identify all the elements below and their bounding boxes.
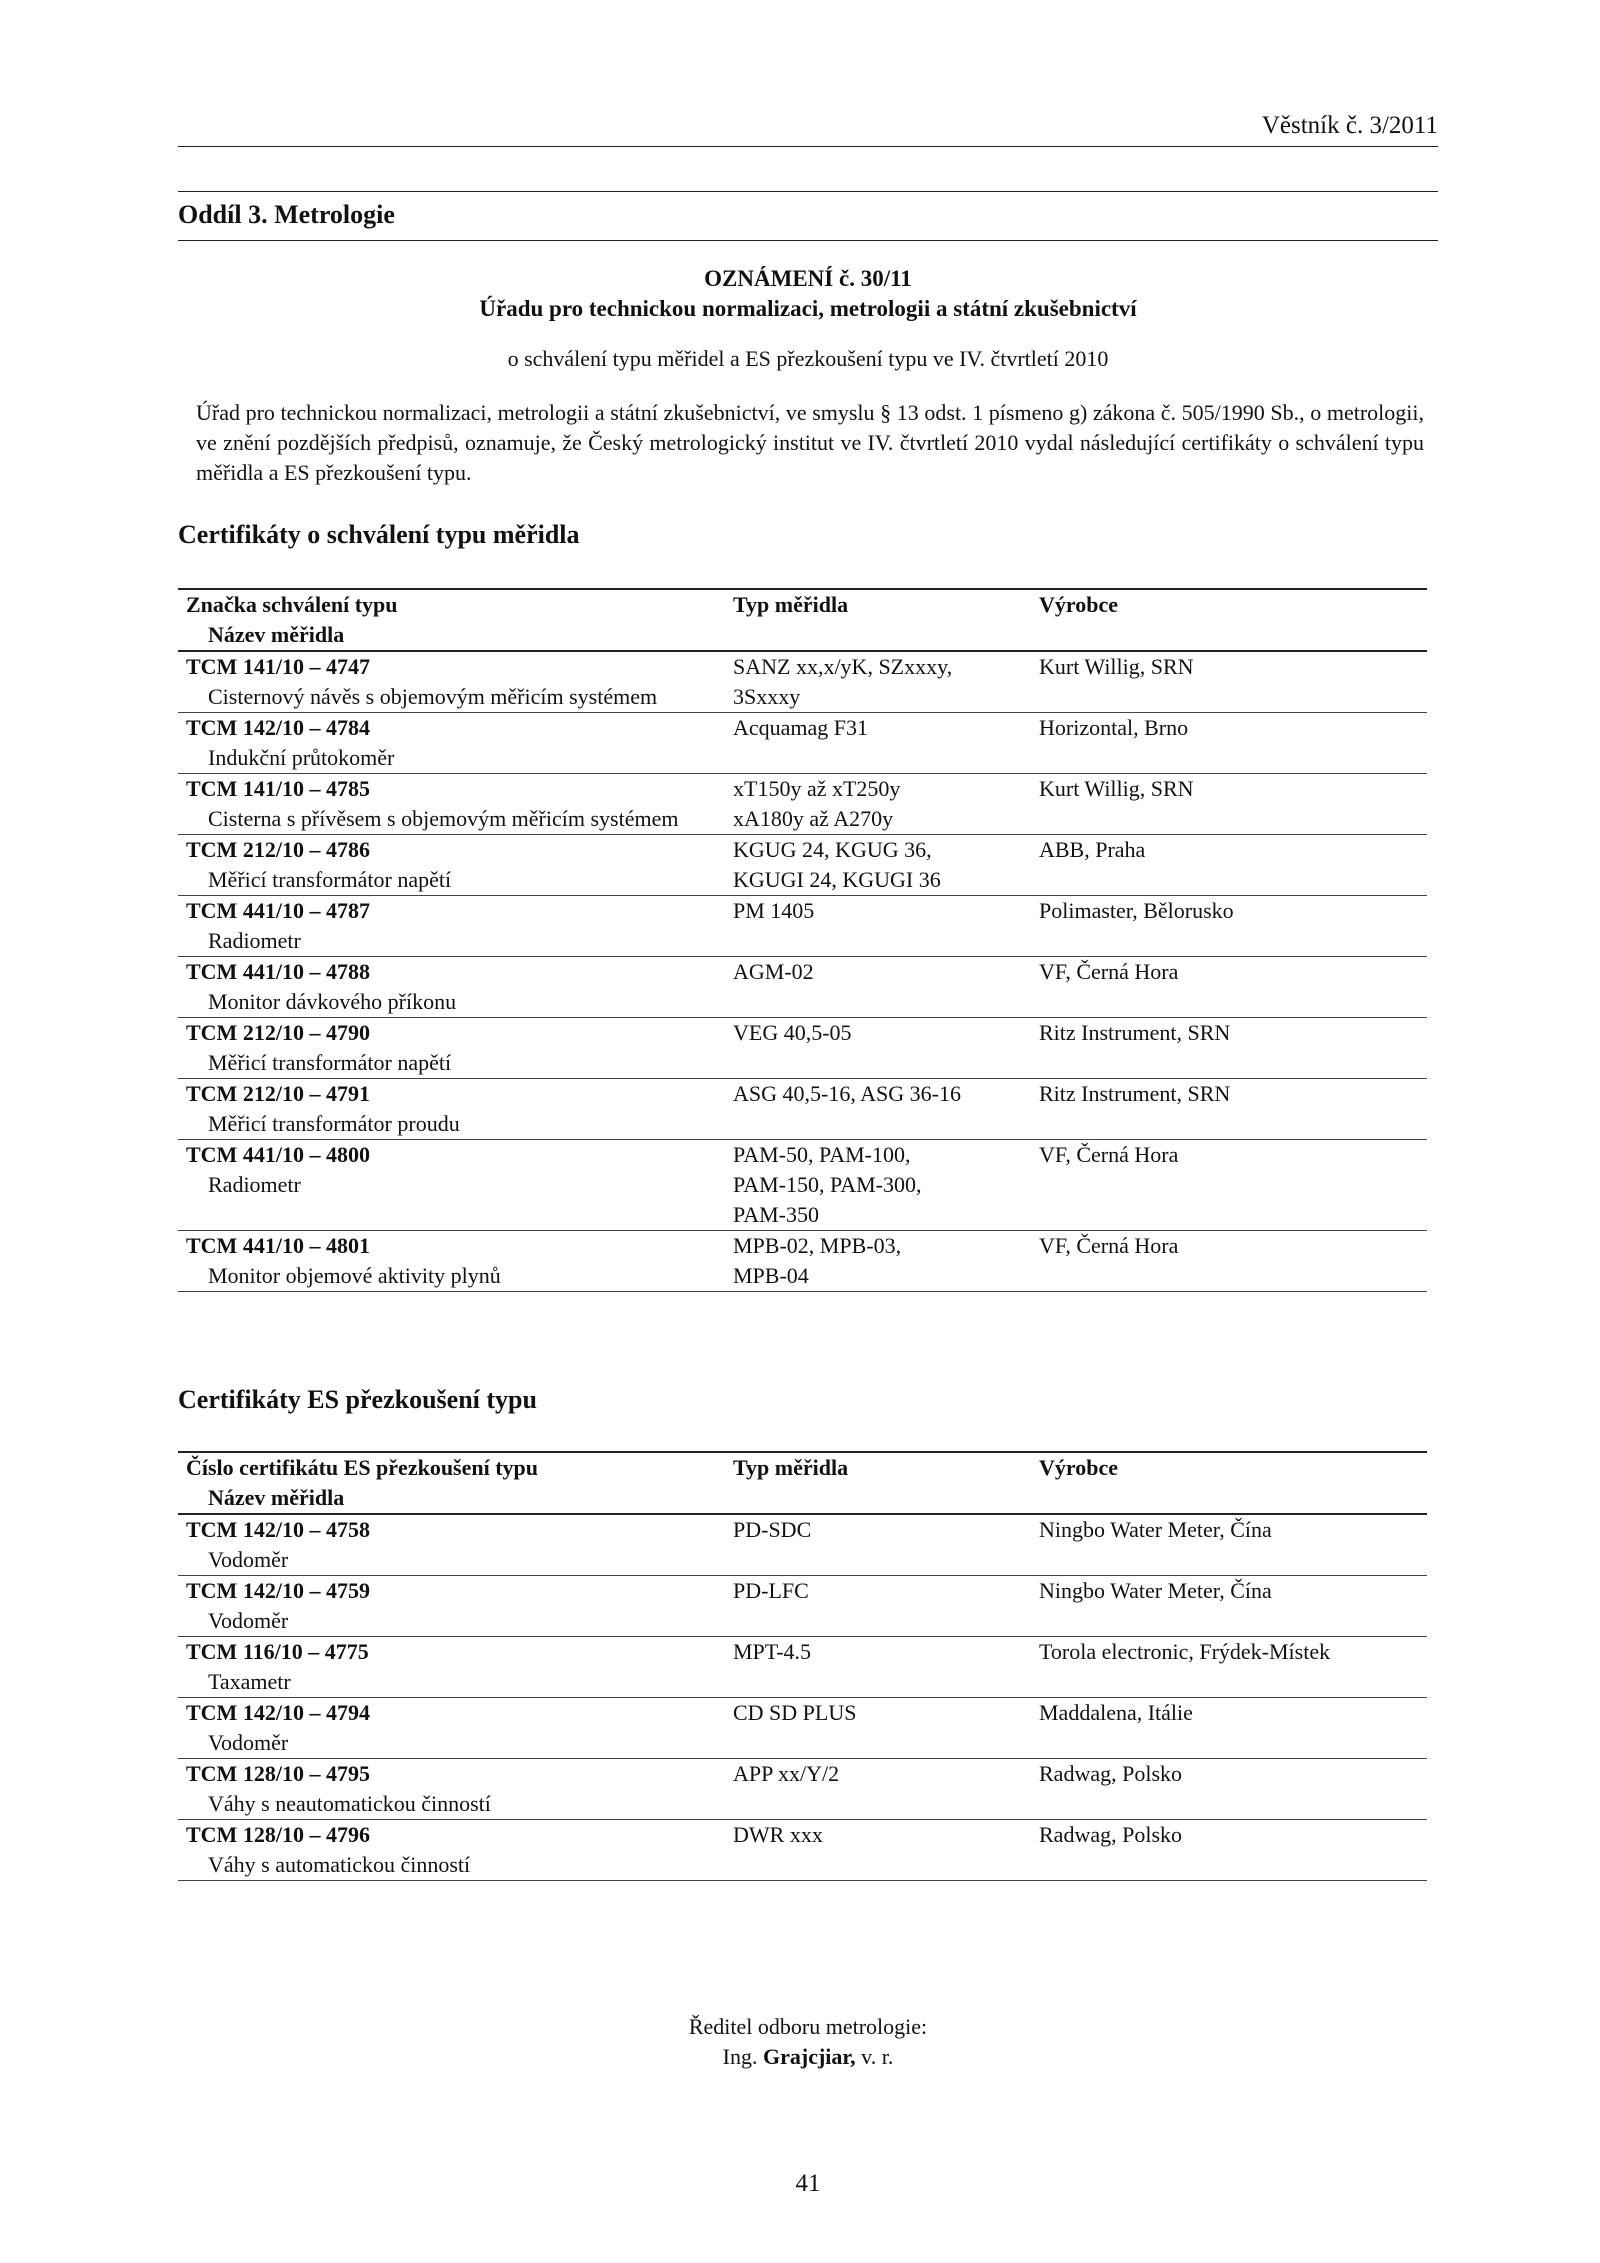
- instrument-type-line: PAM-50, PAM-100,: [733, 1142, 911, 1167]
- signature-name: Grajcjiar,: [762, 2044, 856, 2069]
- instrument-name: Radiometr: [208, 928, 301, 953]
- certificate-code: TCM 128/10 – 4796: [186, 1822, 370, 1847]
- instrument-name: Měřicí transformátor proudu: [208, 1111, 460, 1136]
- table-row: [178, 1018, 1427, 1079]
- table-row: [178, 1759, 1427, 1820]
- es-heading: Certifikáty ES přezkoušení typu: [178, 1385, 537, 1414]
- column-header-label: Číslo certifikátu ES přezkoušení typu: [186, 1455, 539, 1480]
- table-header-row: [178, 1452, 1427, 1514]
- manufacturer: VF, Černá Hora: [1039, 959, 1179, 984]
- cell-type: [725, 1698, 1031, 1759]
- certificate-code: TCM 212/10 – 4791: [186, 1081, 370, 1106]
- certificate-code: TCM 142/10 – 4794: [186, 1700, 370, 1725]
- manufacturer: Ningbo Water Meter, Čína: [1039, 1578, 1272, 1603]
- table-row: [178, 896, 1427, 957]
- instrument-name: Váhy s neautomatickou činností: [208, 1791, 491, 1816]
- instrument-name: Monitor objemové aktivity plynů: [208, 1263, 501, 1288]
- manufacturer: Radwag, Polsko: [1039, 1822, 1182, 1847]
- cell-mark: [178, 1514, 725, 1576]
- intro-paragraph: Úřad pro technickou normalizaci, metrologii a státní zkušebnictví, ve smyslu § 13 odst. 1 písmeno g) zákona č. 505/1990 Sb., o metrologii, ve znění pozdějších předpisů, oznamuje, že Český metrologický institut ve IV. čtvrtletí 2010 vydal následující certifikáty o schválení typu měřidla a ES přezkoušení typu.: [196, 400, 1424, 485]
- certificate-code: TCM 212/10 – 4790: [186, 1020, 370, 1045]
- cell-type: [725, 1514, 1031, 1576]
- instrument-name: Vodoměr: [208, 1730, 289, 1755]
- table-row: [178, 651, 1427, 713]
- signature-suffix: v. r.: [861, 2044, 894, 2069]
- instrument-name: Měřicí transformátor napětí: [208, 867, 452, 892]
- instrument-type-line: Acquamag F31: [733, 715, 869, 740]
- certificate-code: TCM 441/10 – 4800: [186, 1142, 370, 1167]
- cell-mark: [178, 651, 725, 713]
- manufacturer: ABB, Praha: [1039, 837, 1146, 862]
- certificate-code: TCM 142/10 – 4758: [186, 1517, 370, 1542]
- instrument-type-line: MPB-04: [733, 1263, 809, 1288]
- column-header-label: Značka schválení typu: [186, 592, 398, 617]
- cell-mark: [178, 1820, 725, 1881]
- column-header-maker: Výrobce: [1039, 592, 1119, 617]
- cell-mark: [178, 1079, 725, 1140]
- table-row: [178, 1698, 1427, 1759]
- cell-mark: [178, 896, 725, 957]
- section-rule-bottom: [178, 240, 1438, 241]
- column-subheader-label: Název měřidla: [208, 1485, 345, 1510]
- instrument-name: Vodoměr: [208, 1547, 289, 1572]
- es-table-body: [178, 1514, 1427, 1881]
- column-header-mark: [178, 589, 725, 651]
- table-row: [178, 1637, 1427, 1698]
- signature-line: [178, 2042, 1438, 2072]
- instrument-type-line: 3Sxxxy: [733, 684, 801, 709]
- cell-mark: [178, 1018, 725, 1079]
- instrument-type-line: KGUGI 24, KGUGI 36: [733, 867, 941, 892]
- cell-type: [725, 1820, 1031, 1881]
- certificate-code: TCM 141/10 – 4747: [186, 654, 370, 679]
- cell-type: [725, 896, 1031, 957]
- section-title: Oddíl 3. Metrologie: [178, 200, 395, 229]
- cell-mark: [178, 1637, 725, 1698]
- instrument-type-line: DWR xxx: [733, 1822, 823, 1847]
- table-row: [178, 1820, 1427, 1881]
- instrument-type-line: KGUG 24, KGUG 36,: [733, 837, 932, 862]
- cell-mark: [178, 835, 725, 896]
- instrument-type-line: CD SD PLUS: [733, 1700, 857, 1725]
- table-row: [178, 713, 1427, 774]
- cell-mark: [178, 713, 725, 774]
- notice-title: OZNÁMENÍ č. 30/11: [704, 266, 912, 291]
- cell-type: [725, 835, 1031, 896]
- cell-type: [725, 1079, 1031, 1140]
- manufacturer: VF, Černá Hora: [1039, 1233, 1179, 1258]
- table-row: [178, 1576, 1427, 1637]
- instrument-name: Cisternový návěs s objemovým měřicím systémem: [208, 684, 658, 709]
- table-row: [178, 1140, 1427, 1231]
- column-header-type: Typ měřidla: [733, 592, 849, 617]
- instrument-type-line: PD-SDC: [733, 1517, 812, 1542]
- cell-type: [725, 713, 1031, 774]
- instrument-name: Měřicí transformátor napětí: [208, 1050, 452, 1075]
- certificate-code: TCM 128/10 – 4795: [186, 1761, 370, 1786]
- instrument-type-line: PAM-150, PAM-300,: [733, 1172, 922, 1197]
- cell-mark: [178, 1698, 725, 1759]
- manufacturer: Ritz Instrument, SRN: [1039, 1020, 1231, 1045]
- column-header-type: Typ měřidla: [733, 1455, 849, 1480]
- instrument-name: Váhy s automatickou činností: [208, 1852, 471, 1877]
- table-row: [178, 1079, 1427, 1140]
- running-head: Věstník č. 3/2011: [1261, 112, 1438, 139]
- header-rule: [178, 146, 1438, 147]
- cell-mark: [178, 1231, 725, 1292]
- table-row: [178, 1514, 1427, 1576]
- instrument-type-line: MPB-02, MPB-03,: [733, 1233, 902, 1258]
- cell-type: [725, 651, 1031, 713]
- certificate-code: TCM 441/10 – 4788: [186, 959, 370, 984]
- column-subheader-label: Název měřidla: [208, 622, 345, 647]
- cell-type: [725, 1140, 1031, 1231]
- column-header-maker: Výrobce: [1039, 1455, 1119, 1480]
- certificate-code: TCM 141/10 – 4785: [186, 776, 370, 801]
- instrument-name: Indukční průtokoměr: [208, 745, 395, 770]
- table-row: [178, 774, 1427, 835]
- approval-table: [178, 588, 1427, 1292]
- certificate-code: TCM 441/10 – 4787: [186, 898, 370, 923]
- instrument-name: Vodoměr: [208, 1608, 289, 1633]
- cell-type: [725, 774, 1031, 835]
- instrument-type-line: APP xx/Y/2: [733, 1761, 840, 1786]
- table-row: [178, 957, 1427, 1018]
- cell-mark: [178, 1576, 725, 1637]
- manufacturer: Polimaster, Bělorusko: [1039, 898, 1234, 923]
- cell-type: [725, 1576, 1031, 1637]
- signature-prefix: Ing.: [722, 2044, 758, 2069]
- certificate-code: TCM 142/10 – 4759: [186, 1578, 370, 1603]
- notice-subject: o schválení typu měřidel a ES přezkoušení typu ve IV. čtvrtletí 2010: [507, 346, 1109, 371]
- notice-organization: Úřadu pro technickou normalizaci, metrologii a státní zkušebnictví: [479, 296, 1137, 321]
- signature-title: Ředitel odboru metrologie:: [688, 2014, 928, 2039]
- instrument-type-line: PM 1405: [733, 898, 815, 923]
- instrument-type-line: PAM-350: [733, 1202, 819, 1227]
- instrument-name: Monitor dávkového příkonu: [208, 989, 457, 1014]
- instrument-type-line: SANZ xx,x/yK, SZxxxy,: [733, 654, 953, 679]
- instrument-type-line: VEG 40,5-05: [733, 1020, 852, 1045]
- table-row: [178, 835, 1427, 896]
- certificate-code: TCM 212/10 – 4786: [186, 837, 370, 862]
- cell-mark: [178, 1759, 725, 1820]
- cell-mark: [178, 957, 725, 1018]
- section-rule-top: [178, 191, 1438, 192]
- manufacturer: Ningbo Water Meter, Čína: [1039, 1517, 1272, 1542]
- certificate-code: TCM 441/10 – 4801: [186, 1233, 370, 1258]
- manufacturer: Ritz Instrument, SRN: [1039, 1081, 1231, 1106]
- cell-mark: [178, 1140, 725, 1231]
- instrument-type-line: ASG 40,5-16, ASG 36-16: [733, 1081, 961, 1106]
- certificate-code: TCM 142/10 – 4784: [186, 715, 370, 740]
- instrument-type-line: AGM-02: [733, 959, 814, 984]
- instrument-name: Cisterna s přívěsem s objemovým měřicím systémem: [208, 806, 679, 831]
- manufacturer: Kurt Willig, SRN: [1039, 654, 1194, 679]
- instrument-type-line: xT150y až xT250y: [733, 776, 901, 801]
- instrument-type-line: MPT-4.5: [733, 1639, 812, 1664]
- table-header-row: [178, 589, 1427, 651]
- certificate-code: TCM 116/10 – 4775: [186, 1639, 369, 1664]
- manufacturer: Torola electronic, Frýdek-Místek: [1039, 1639, 1331, 1664]
- table-row: [178, 1231, 1427, 1292]
- cell-mark: [178, 774, 725, 835]
- instrument-type-line: xA180y až A270y: [733, 806, 894, 831]
- es-table: [178, 1451, 1427, 1881]
- instrument-name: Taxametr: [208, 1669, 291, 1694]
- instrument-type-line: PD-LFC: [733, 1578, 809, 1603]
- manufacturer: Radwag, Polsko: [1039, 1761, 1182, 1786]
- cell-type: [725, 1018, 1031, 1079]
- cell-type: [725, 957, 1031, 1018]
- cell-type: [725, 1759, 1031, 1820]
- column-header-certificate: [178, 1452, 725, 1514]
- cell-type: [725, 1637, 1031, 1698]
- approval-table-body: [178, 651, 1427, 1292]
- page-number: 41: [795, 2170, 821, 2197]
- manufacturer: Horizontal, Brno: [1039, 715, 1189, 740]
- approval-heading: Certifikáty o schválení typu měřidla: [178, 520, 580, 549]
- manufacturer: Maddalena, Itálie: [1039, 1700, 1193, 1725]
- instrument-name: Radiometr: [208, 1172, 301, 1197]
- manufacturer: Kurt Willig, SRN: [1039, 776, 1194, 801]
- manufacturer: VF, Černá Hora: [1039, 1142, 1179, 1167]
- cell-type: [725, 1231, 1031, 1292]
